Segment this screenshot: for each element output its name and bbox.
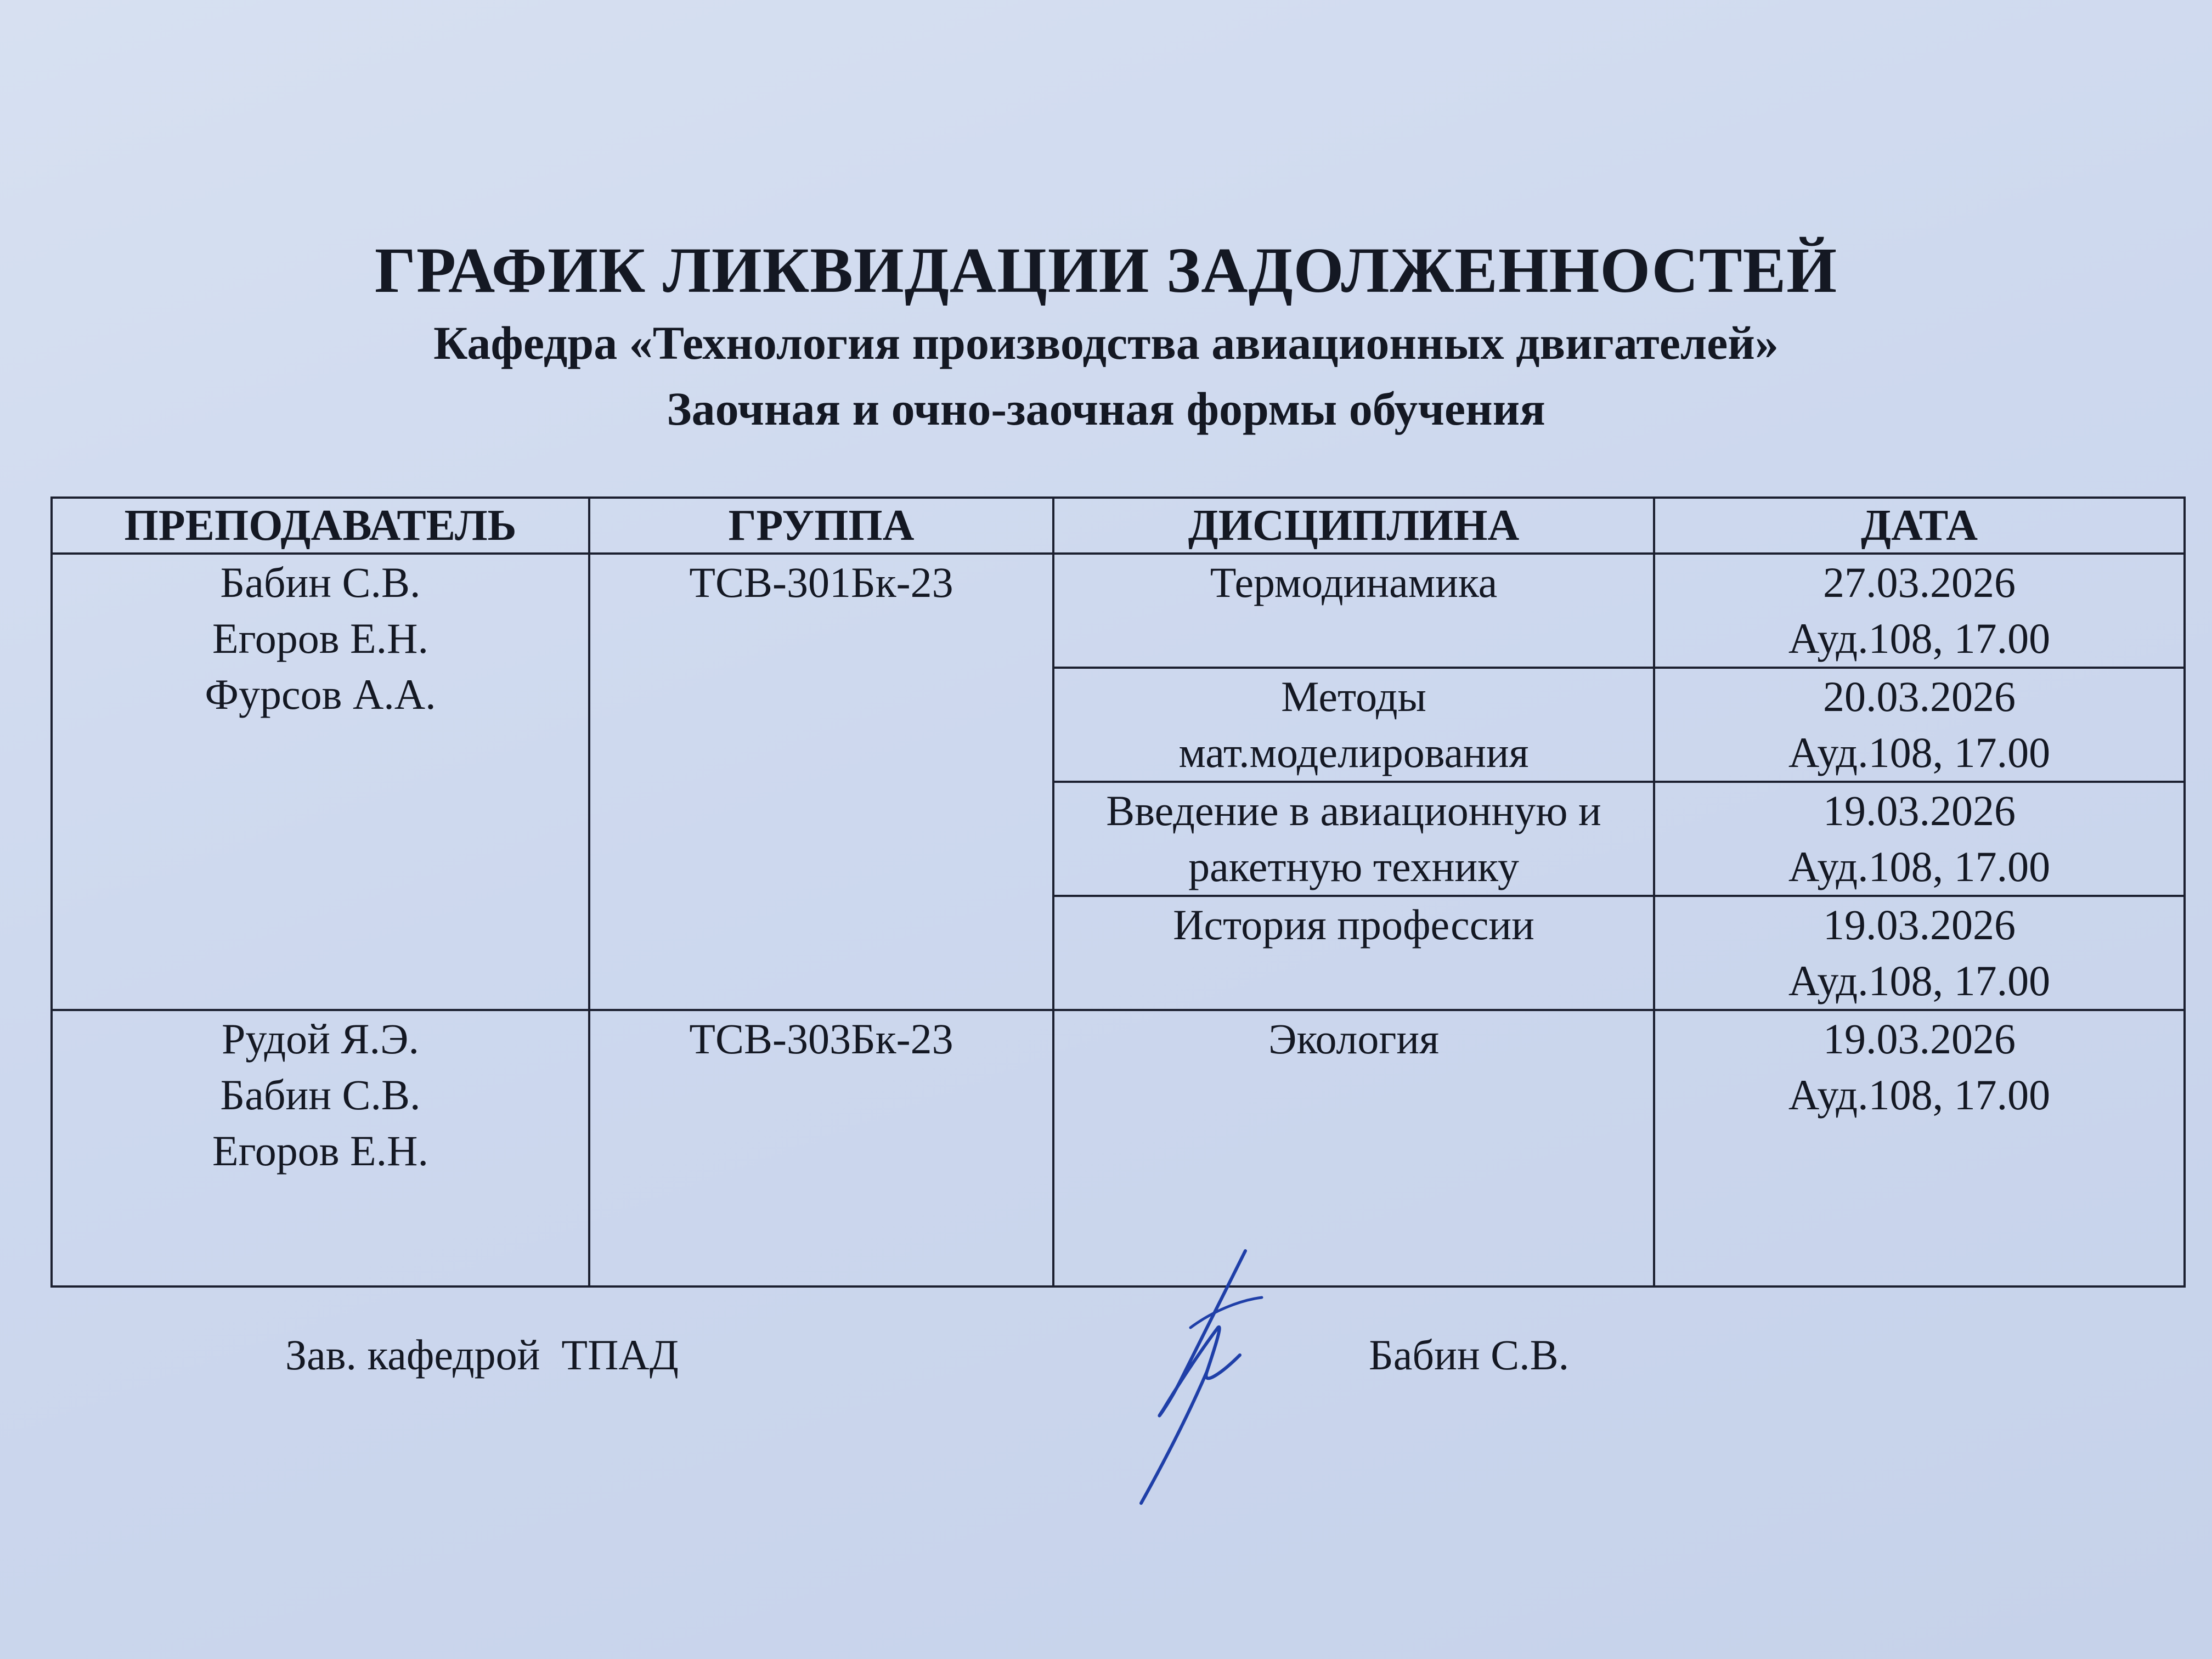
discipline-line: ракетную технику [1188, 843, 1519, 890]
discipline-cell [1053, 554, 1654, 668]
date-value: 19.03.2026 [1823, 787, 2016, 834]
group-cell: ТСВ-303Бк-23 [589, 1010, 1053, 1286]
header-group: ГРУППА [589, 498, 1053, 554]
header-discipline: ДИСЦИПЛИНА [1053, 498, 1654, 554]
discipline-line: Термодинамика [1210, 558, 1498, 606]
document-title: ГРАФИК ЛИКВИДАЦИИ ЗАДОЛЖЕННОСТЕЙ [374, 234, 1838, 306]
header-teacher: ПРЕПОДАВАТЕЛЬ [52, 498, 589, 554]
teacher-name: Бабин С.В. [220, 1071, 421, 1119]
room-time: Ауд.108, 17.00 [1788, 843, 2051, 890]
teacher-name: Егоров Е.Н. [212, 1127, 428, 1175]
room-time: Ауд.108, 17.00 [1788, 729, 2051, 776]
group-cell: ТСВ-301Бк-23 [589, 554, 1053, 1010]
table-row [52, 554, 2185, 668]
date-cell [1654, 782, 2185, 896]
department-name: Кафедра «Технология производства авиационных двигателей» [433, 317, 1779, 369]
room-time: Ауд.108, 17.00 [1788, 1071, 2051, 1119]
head-of-department-label: Зав. кафедрой ТПАД [285, 1331, 679, 1379]
discipline-cell [1053, 668, 1654, 782]
study-form: Заочная и очно-заочная формы обучения [667, 382, 1545, 435]
discipline-cell [1053, 782, 1654, 896]
date-cell [1654, 554, 2185, 668]
date-cell [1654, 668, 2185, 782]
signature-mark [1130, 1245, 1284, 1509]
header-date: ДАТА [1654, 498, 2185, 554]
head-of-department-name: Бабин С.В. [1369, 1331, 1570, 1379]
teachers-cell [52, 554, 589, 1010]
date-value: 20.03.2026 [1823, 673, 2016, 720]
discipline-cell: Экология [1053, 1010, 1654, 1286]
room-time: Ауд.108, 17.00 [1788, 957, 2051, 1005]
schedule-table [50, 496, 2186, 1288]
date-cell [1654, 1010, 2185, 1286]
date-value: 19.03.2026 [1823, 1015, 2016, 1063]
teacher-name: Егоров Е.Н. [212, 614, 428, 662]
date-cell [1654, 896, 2185, 1010]
room-time: Ауд.108, 17.00 [1788, 614, 2051, 662]
teachers-cell [52, 1010, 589, 1286]
discipline-line: мат.моделирования [1178, 729, 1529, 776]
discipline-line: История профессии [1173, 901, 1534, 949]
table-row [52, 1010, 2185, 1286]
discipline-cell [1053, 896, 1654, 1010]
discipline-line: Методы [1281, 673, 1426, 720]
teacher-name: Бабин С.В. [220, 558, 421, 606]
date-value: 19.03.2026 [1823, 901, 2016, 949]
teacher-name: Рудой Я.Э. [222, 1015, 419, 1063]
discipline-line: Введение в авиационную и [1106, 787, 1601, 834]
teacher-name: Фурсов А.А. [205, 670, 436, 718]
table-header-row [52, 498, 2185, 554]
date-value: 27.03.2026 [1823, 558, 2016, 606]
